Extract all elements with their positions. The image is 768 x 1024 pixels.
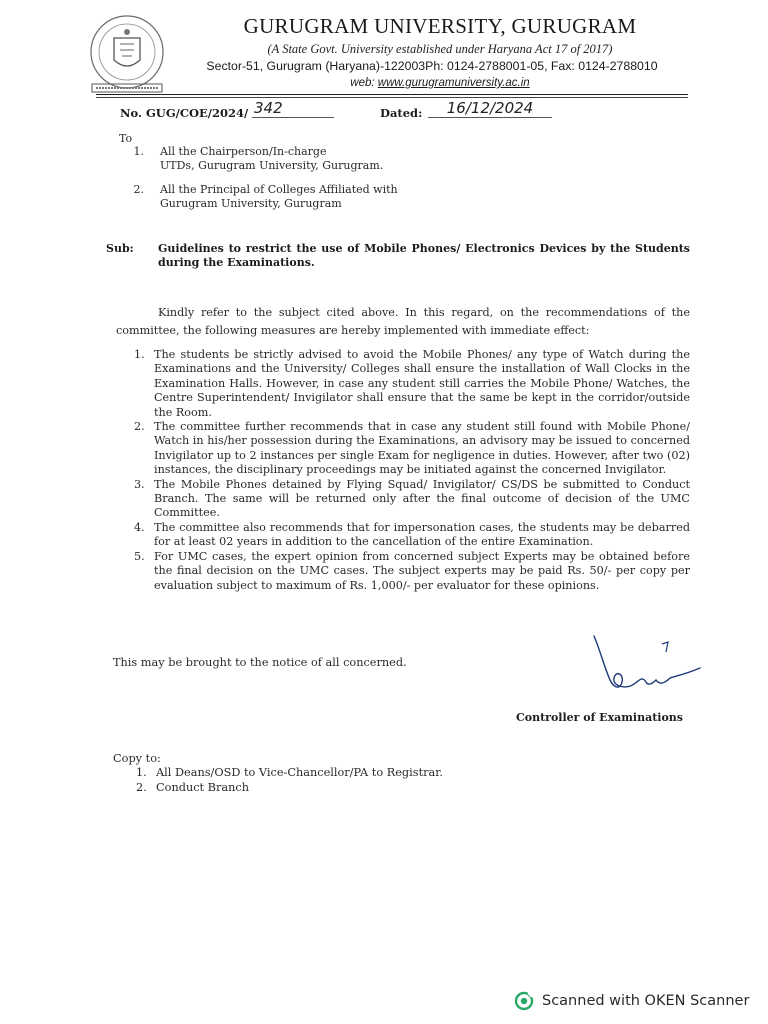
scanner-watermark xyxy=(514,990,749,1012)
intro-paragraph: Kindly refer to the subject cited above. In this regard, on the recommendations of the committee, the following measures are hereby implemented with immediate effect: xyxy=(116,306,690,337)
subject-text: Guidelines to restrict the use of Mobile Phones/ Electronics Devices by the Students during the Examinations. xyxy=(158,242,690,269)
signatory-title: Controller of Examinations xyxy=(516,711,683,724)
copy-number: 1. xyxy=(136,766,147,779)
subject-label: Sub: xyxy=(106,242,134,255)
list-item xyxy=(134,478,690,521)
reference-number-label: No. GUG/COE/2024/ xyxy=(120,106,249,120)
recipient-line: Gurugram University, Gurugram xyxy=(160,197,342,210)
list-item xyxy=(134,521,690,550)
date-handwritten: 16/12/2024 xyxy=(428,99,552,118)
web-label: web: xyxy=(350,77,375,89)
web-url-link[interactable]: www.gurugramuniversity.ac.in xyxy=(377,77,530,89)
list-text: The committee also recommends that for impersonation cases, the students may be debarred for at least 02 years in addition to the cancellation of the entire Examination. xyxy=(154,520,690,549)
recipient-line: UTDs, Gurugram University, Gurugram. xyxy=(160,159,384,172)
list-text: The students be strictly advised to avoid the Mobile Phones/ any type of Watch during the Examinations and the University/ Colleges shall ensure the installation of Wall Clocks in the Examination Halls. However, in case any student still carries the Mobile Phone/ Watches, the Centre Superintendent/ Invigilator shall ensure that the same be kept in the corridor/outside the Room. xyxy=(154,348,690,419)
header-divider xyxy=(96,94,688,95)
list-text: For UMC cases, the expert opinion from concerned subject Experts may be obtained before the final decision on the UMC cases. The subject experts may be paid Rs. 50/- per copy per evaluation subject to maximum of Rs. 1,000/- per evaluator for these opinions. xyxy=(154,549,690,592)
recipient-item xyxy=(160,183,560,211)
list-text: The Mobile Phones detained by Flying Squad/ Invigilator/ CS/DS be submitted to Conduct Branch. The same will be returned only after the final outcome of decision of the UMC Committee. xyxy=(154,477,690,520)
list-number: 5. xyxy=(134,549,145,563)
list-number: 1. xyxy=(134,348,145,361)
signature-icon xyxy=(586,630,706,710)
to-label: To xyxy=(119,132,133,145)
copy-to-label: Copy to: xyxy=(113,752,161,765)
list-item xyxy=(134,420,690,478)
copy-item: All Deans/OSD to Vice-Chancellor/PA to Registrar. xyxy=(156,766,443,779)
list-number: 3. xyxy=(134,477,145,491)
recipient-number: 1. xyxy=(133,145,144,158)
university-title: GURUGRAM UNIVERSITY, GURUGRAM xyxy=(243,14,637,38)
list-item xyxy=(134,348,690,420)
closing-note: This may be brought to the notice of all concerned. xyxy=(113,656,407,669)
recipient-line: All the Principal of Colleges Affiliated with xyxy=(160,183,398,196)
copy-number: 2. xyxy=(136,781,147,794)
oken-scanner-icon xyxy=(514,991,534,1011)
copy-item: Conduct Branch xyxy=(156,781,250,794)
reference-number-handwritten: 342 xyxy=(252,99,334,118)
university-web xyxy=(190,77,690,89)
list-item xyxy=(134,550,690,593)
recipient-line: All the Chairperson/In-charge xyxy=(160,145,327,158)
list-number: 4. xyxy=(134,520,145,534)
recipient-number: 2. xyxy=(133,183,144,196)
header-divider-thin xyxy=(96,97,688,98)
list-text: The committee further recommends that in case any student still found with Mobile Phone/ Watch in his/her possession during the Examinations, an advisory may be issued to concerned Invigilator up to 2 instances per single Exam for negligence in duties. However, after two (02) instances, the disciplinary proceedings may be initiated against the concerned Invigilator. xyxy=(154,420,690,477)
recipient-item xyxy=(160,145,560,173)
measures-list xyxy=(134,348,690,593)
university-address: Sector-51, Gurugram (Haryana)-122003Ph: 0124-2788001-05, Fax: 0124-2788010 xyxy=(206,59,658,73)
list-number: 2. xyxy=(134,420,145,434)
university-subtitle: (A State Govt. University established under Haryana Act 17 of 2017) xyxy=(267,42,613,56)
university-emblem-icon xyxy=(84,12,170,96)
dated-label: Dated: xyxy=(380,106,423,120)
scanner-watermark-text: Scanned with OKEN Scanner xyxy=(542,993,750,1009)
